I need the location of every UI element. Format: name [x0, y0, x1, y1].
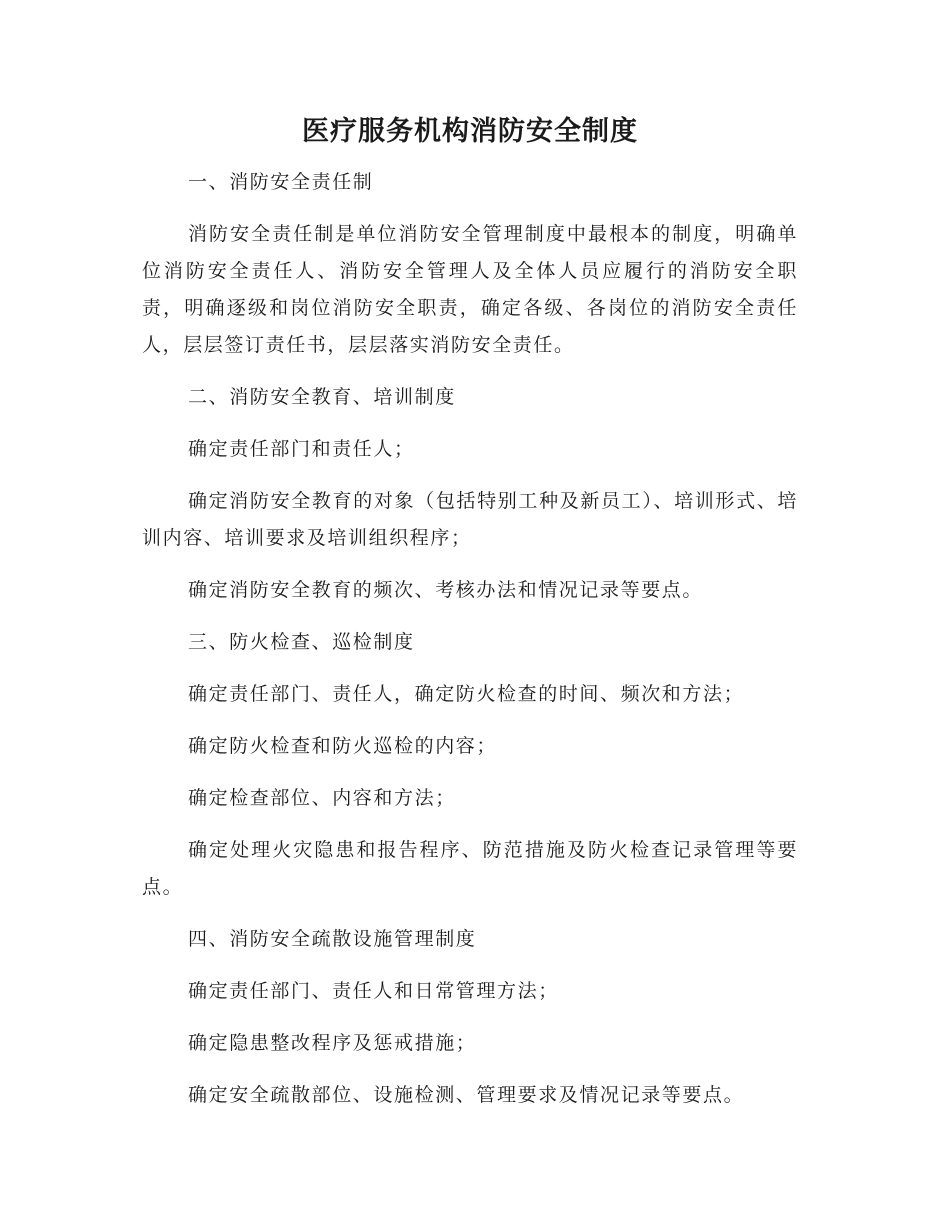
paragraph: 确定消防安全教育的频次、考核办法和情况记录等要点。	[188, 579, 704, 601]
paragraph: 确定责任部门和责任人；	[188, 438, 415, 460]
document-title: 医疗服务机构消防安全制度	[302, 116, 638, 147]
section-heading-3: 三、防火检查、巡检制度	[188, 631, 415, 653]
section-heading-2: 二、消防安全教育、培训制度	[188, 386, 456, 408]
section-heading-1: 一、消防安全责任制	[188, 171, 374, 193]
paragraph: 确定责任部门、责任人和日常管理方法；	[188, 980, 559, 1002]
paragraph: 确定检查部位、内容和方法；	[188, 787, 456, 809]
section-heading-4: 四、消防安全疏散设施管理制度	[188, 928, 477, 950]
paragraph: 确定隐患整改程序及惩戒措施；	[188, 1032, 477, 1054]
paragraph: 确定安全疏散部位、设施检测、管理要求及情况记录等要点。	[188, 1084, 745, 1106]
paragraph: 确定防火检查和防火巡检的内容；	[188, 735, 498, 757]
document-page	[142, 112, 798, 1129]
paragraph: 消防安全责任制是单位消防安全管理制度中最根本的制度，明确单位消防安全责任人、消防安全管理人及全体人员应履行的消防安全职责，明确逐级和岗位消防安全职责，确定各级、各岗位的消防安全责任人，层层签订责任书，层层落实消防安全责任。	[142, 223, 798, 356]
paragraph: 确定责任部门、责任人，确定防火检查的时间、频次和方法；	[188, 683, 745, 705]
paragraph: 确定消防安全教育的对象（包括特别工种及新员工）、培训形式、培训内容、培训要求及培训组织程序；	[142, 490, 798, 549]
paragraph: 确定处理火灾隐患和报告程序、防范措施及防火检查记录管理等要点。	[142, 839, 798, 898]
